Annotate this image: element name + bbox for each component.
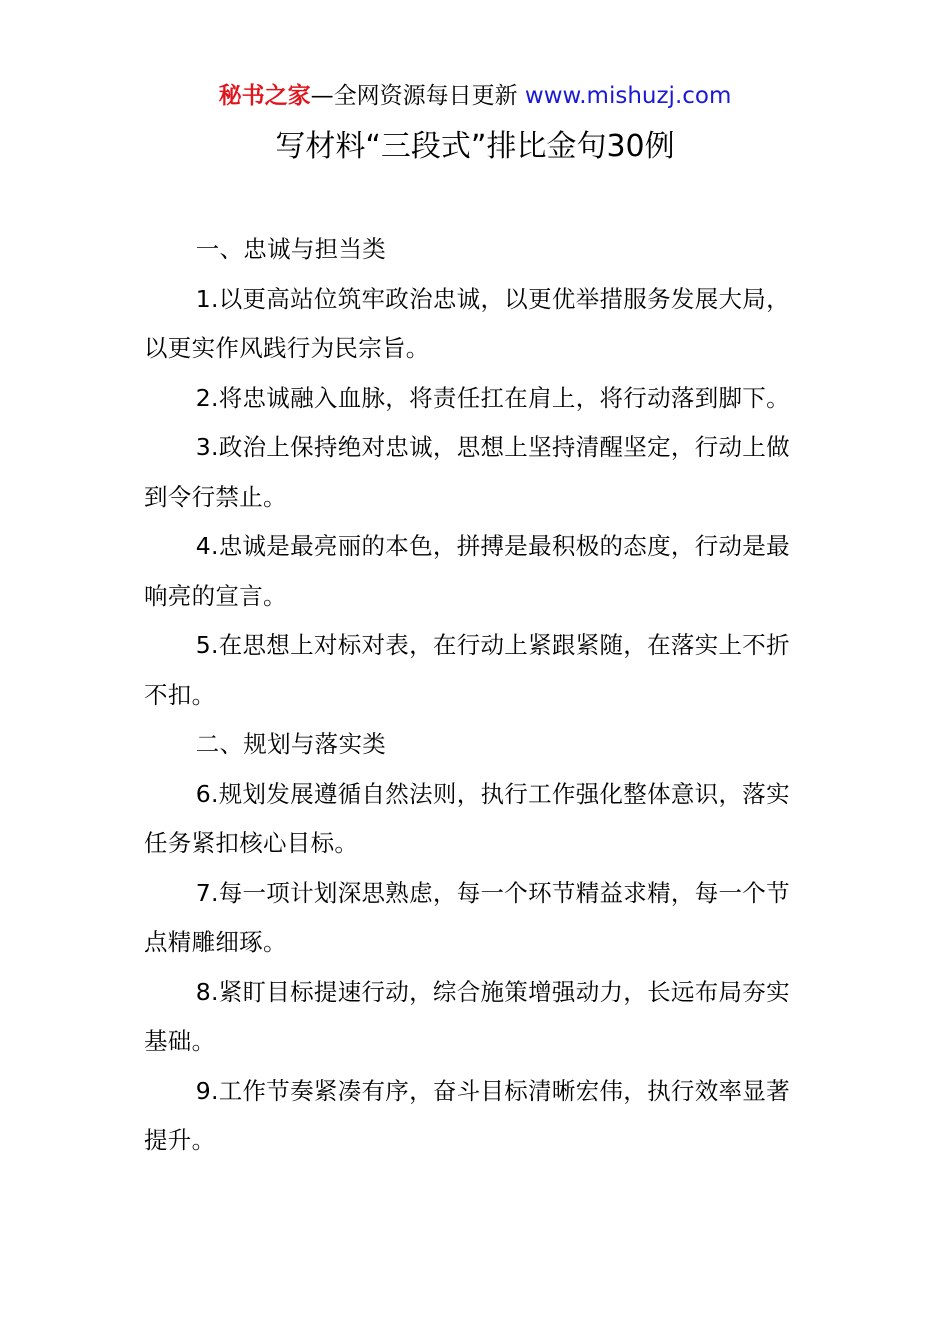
document-body [144,225,808,1166]
paragraph-item: 5.在思想上对标对表，在行动上紧跟紧随，在落实上不折不扣。 [144,631,790,709]
paragraph-item: 9.工作节奏紧凑有序，奋斗目标清晰宏伟，执行效率显著提升。 [144,1076,790,1154]
site-url-link[interactable]: www.mishuzj.com [524,83,732,109]
site-header [0,80,950,112]
brand-name: 秘书之家 [218,83,311,109]
section-heading-1: 一、忠诚与担当类 [195,235,387,263]
paragraph-item: 6.规划发展遵循自然法则，执行工作强化整体意识，落实任务紧扣核心目标。 [144,779,790,857]
paragraph-item: 1.以更高站位筑牢政治忠诚，以更优举措服务发展大局，以更实作风践行为民宗旨。 [144,284,790,362]
paragraph-item: 4.忠诚是最亮丽的本色，拼搏是最积极的态度，行动是最响亮的宣言。 [144,532,790,610]
paragraph-item: 8.紧盯目标提速行动，综合施策增强动力，长远布局夯实基础。 [144,977,790,1055]
section-heading-2: 二、规划与落实类 [195,730,387,758]
paragraph-item: 7.每一项计划深思熟虑，每一个环节精益求精，每一个节点精雕细琢。 [144,878,790,956]
document-title: 写材料“三段式”排比金句30例 [275,129,675,164]
header-tagline: —全网资源每日更新 [310,83,518,109]
paragraph-item: 3.政治上保持绝对忠诚，思想上坚持清醒坚定，行动上做到令行禁止。 [144,433,790,511]
paragraph-item: 2.将忠诚融入血脉，将责任扛在肩上，将行动落到脚下。 [195,383,790,412]
